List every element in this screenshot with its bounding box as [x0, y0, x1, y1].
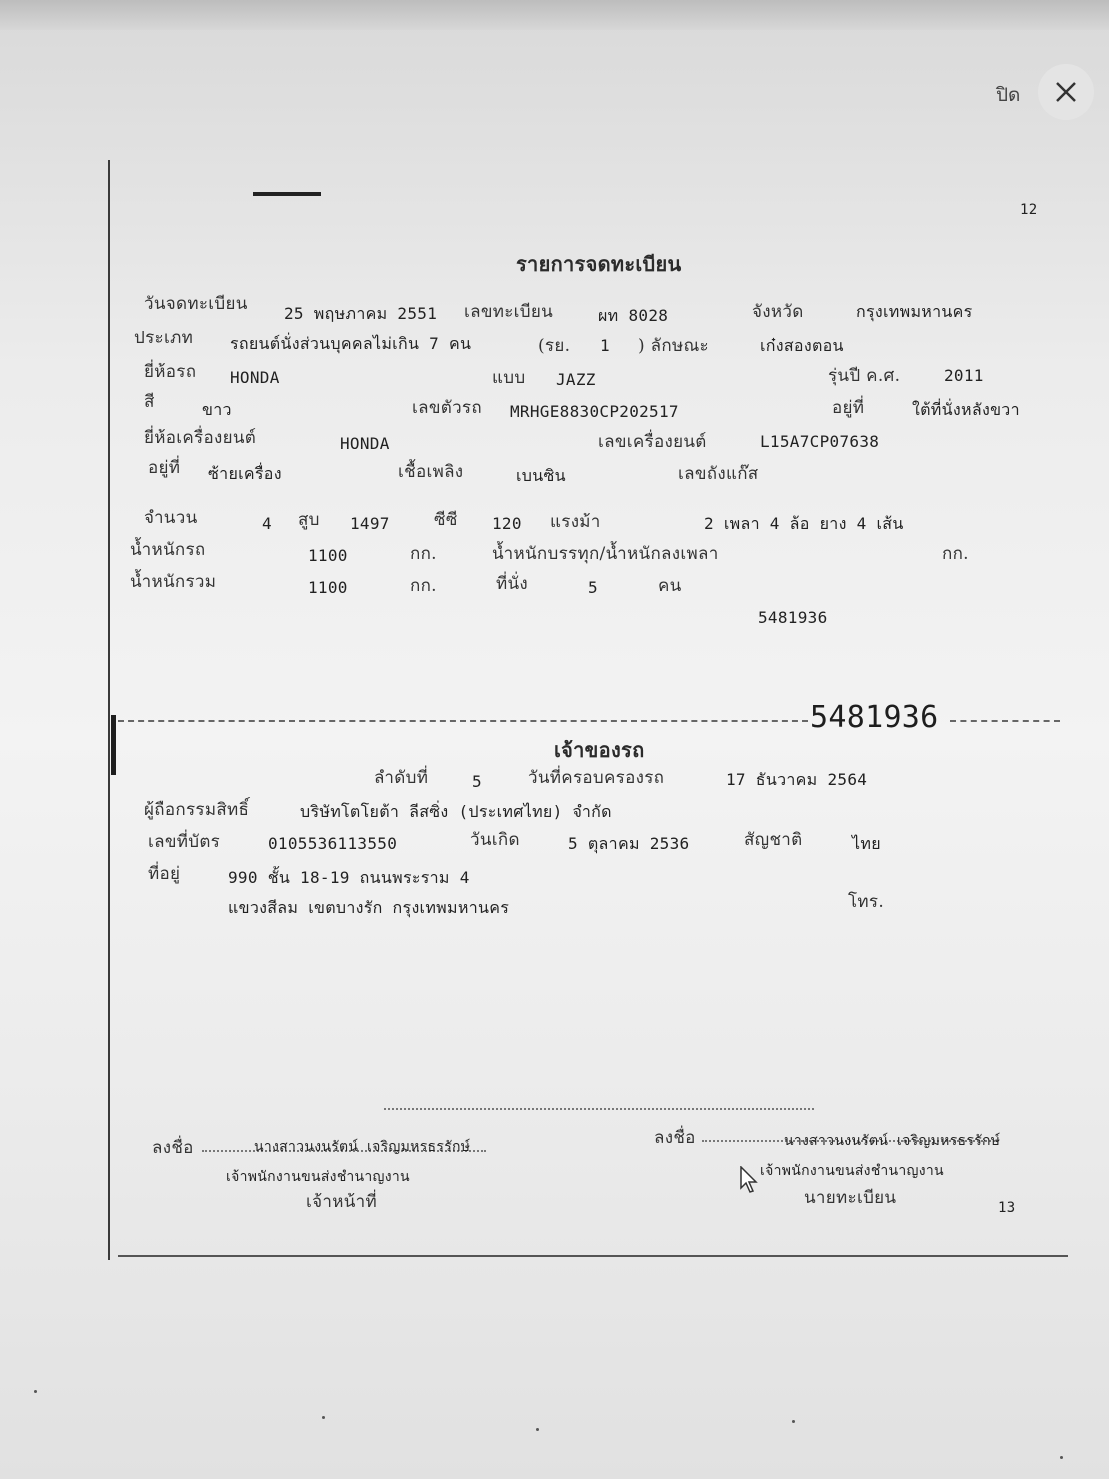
nationality-label: สัญชาติ	[744, 830, 803, 850]
total-weight-label: น้ำหนักรวม	[130, 572, 217, 592]
id-number-label: เลขที่บัตร	[148, 832, 221, 852]
sign-left-label: ลงชื่อ	[152, 1138, 194, 1158]
seats-label: ที่นั่ง	[496, 574, 529, 594]
order-number: 5	[472, 772, 482, 791]
gas-tank-label: เลขถังแก๊ส	[678, 464, 759, 484]
engine-number-label: เลขเครื่องยนต์	[598, 432, 707, 452]
total-weight-unit: กก.	[410, 576, 437, 596]
id-number: 0105536113550	[268, 834, 398, 853]
rs-label: (รย.	[538, 336, 571, 356]
chassis-number: MRHGE8830CP202517	[510, 402, 679, 421]
owner-heading: เจ้าของรถ	[554, 738, 645, 762]
axles-wheels: 2 เพลา 4 ล้อ ยาง 4 เส้น	[704, 514, 904, 533]
close-icon	[1055, 81, 1077, 103]
reference-number-small: 5481936	[758, 608, 828, 627]
car-weight: 1100	[308, 546, 348, 565]
cc-label: ซีซี	[434, 510, 458, 530]
cylinders-label: สูบ	[298, 510, 320, 530]
car-weight-unit: กก.	[410, 544, 437, 564]
body-type: เก๋งสองตอน	[760, 336, 844, 355]
chassis-location: ใต้ที่นั่งหลังขวา	[912, 400, 1020, 419]
engine-location: ซ้ายเครื่อง	[208, 464, 282, 483]
car-weight-label: น้ำหนักรถ	[130, 540, 206, 560]
fuel: เบนซิน	[516, 466, 566, 485]
seats: 5	[588, 578, 598, 597]
color: ขาว	[202, 400, 232, 419]
signature-top-line	[384, 1108, 814, 1110]
speck	[322, 1416, 325, 1419]
close-button[interactable]	[1038, 64, 1094, 120]
sign-left-name: นางสาวนงนรัตน์ เจริญมหรธรรักษ์	[254, 1139, 471, 1155]
section-separator-end	[950, 720, 1060, 722]
total-weight: 1100	[308, 578, 348, 597]
page-number-bottom: 13	[998, 1200, 1016, 1216]
type: รถยนต์นั่งส่วนบุคคลไม่เกิน 7 คน	[230, 334, 472, 353]
nationality: ไทย	[852, 834, 881, 853]
fuel-label: เชื้อเพลิง	[398, 462, 464, 482]
year: 2011	[944, 366, 984, 385]
load-weight-label: น้ำหนักบรรทุก/น้ำหนักลงเพลา	[492, 544, 719, 564]
horsepower-label: แรงม้า	[550, 512, 601, 532]
reference-number-large: 5481936	[810, 700, 939, 735]
sign-left-position: เจ้าพนักงานขนส่งชำนาญงาน	[226, 1169, 410, 1185]
owner-name: บริษัทโตโยต้า ลีสซิ่ง (ประเทศไทย) จำกัด	[300, 802, 612, 821]
rs-value: 1	[600, 336, 610, 355]
possession-date: 17 ธันวาคม 2564	[726, 770, 868, 789]
phone-label: โทร.	[848, 892, 885, 912]
sign-right-role: นายทะเบียน	[804, 1188, 897, 1208]
horsepower: 120	[492, 514, 522, 533]
cylinders: 4	[262, 514, 272, 533]
order-label: ลำดับที่	[374, 768, 429, 788]
page-number-top: 12	[1020, 202, 1038, 218]
brand: HONDA	[230, 368, 280, 387]
year-label: รุ่นปี ค.ศ.	[828, 366, 901, 386]
birth-date: 5 ตุลาคม 2536	[568, 834, 690, 853]
load-weight-unit: กก.	[942, 544, 969, 564]
type-label: ประเภท	[134, 328, 194, 348]
color-label: สี	[144, 392, 155, 412]
viewer-top-bar	[0, 0, 1109, 30]
chassis-label: เลขตัวรถ	[412, 398, 482, 418]
province: กรุงเทพมหานคร	[856, 302, 973, 321]
header-stroke	[253, 192, 321, 196]
reg-date-label: วันจดทะเบียน	[144, 294, 248, 314]
engine-cc: 1497	[350, 514, 390, 533]
body-label: ) ลักษณะ	[638, 336, 709, 356]
document-left-border	[108, 160, 110, 1260]
document-binding-mark	[111, 715, 116, 775]
brand-label: ยี่ห้อรถ	[144, 362, 197, 382]
engine-number: L15A7CP07638	[760, 432, 880, 451]
plate-label: เลขทะเบียน	[464, 302, 554, 322]
mouse-cursor-icon	[740, 1166, 760, 1194]
speck	[792, 1420, 795, 1423]
model: JAZZ	[556, 370, 596, 389]
persons-label: คน	[658, 576, 682, 596]
registration-document	[108, 160, 1068, 1260]
speck	[536, 1428, 539, 1431]
possession-date-label: วันที่ครอบครองรถ	[528, 768, 665, 788]
province-label: จังหวัด	[752, 302, 804, 322]
model-label: แบบ	[492, 368, 526, 388]
sign-right-label: ลงชื่อ	[654, 1128, 696, 1148]
owner-name-label: ผู้ถือกรรมสิทธิ์	[144, 800, 250, 820]
speck	[34, 1390, 37, 1393]
sign-left-role: เจ้าหน้าที่	[306, 1192, 377, 1212]
quantity-label: จำนวน	[144, 508, 198, 528]
address-line-1: 990 ชั้น 18-19 ถนนพระราม 4	[228, 868, 470, 887]
address-label: ที่อยู่	[148, 864, 181, 884]
document-title: รายการจดทะเบียน	[516, 252, 682, 276]
sign-right-name: นางสาวนงนรัตน์ เจริญมหรธรรักษ์	[784, 1133, 1001, 1149]
close-label[interactable]: ปิด	[996, 84, 1021, 106]
section-separator	[118, 720, 808, 722]
speck	[1060, 1456, 1063, 1459]
chassis-location-label: อยู่ที่	[832, 398, 865, 418]
engine-location-label: อยู่ที่	[148, 458, 181, 478]
sign-right-position: เจ้าพนักงานขนส่งชำนาญงาน	[760, 1163, 944, 1179]
engine-brand-label: ยี่ห้อเครื่องยนต์	[144, 428, 257, 448]
engine-brand: HONDA	[340, 434, 390, 453]
birth-date-label: วันเกิด	[470, 830, 520, 850]
document-bottom-border	[118, 1255, 1068, 1257]
plate: ผท 8028	[598, 306, 669, 325]
reg-date: 25 พฤษภาคม 2551	[284, 304, 438, 323]
address-line-2: แขวงสีลม เขตบางรัก กรุงเทพมหานคร	[228, 898, 510, 917]
